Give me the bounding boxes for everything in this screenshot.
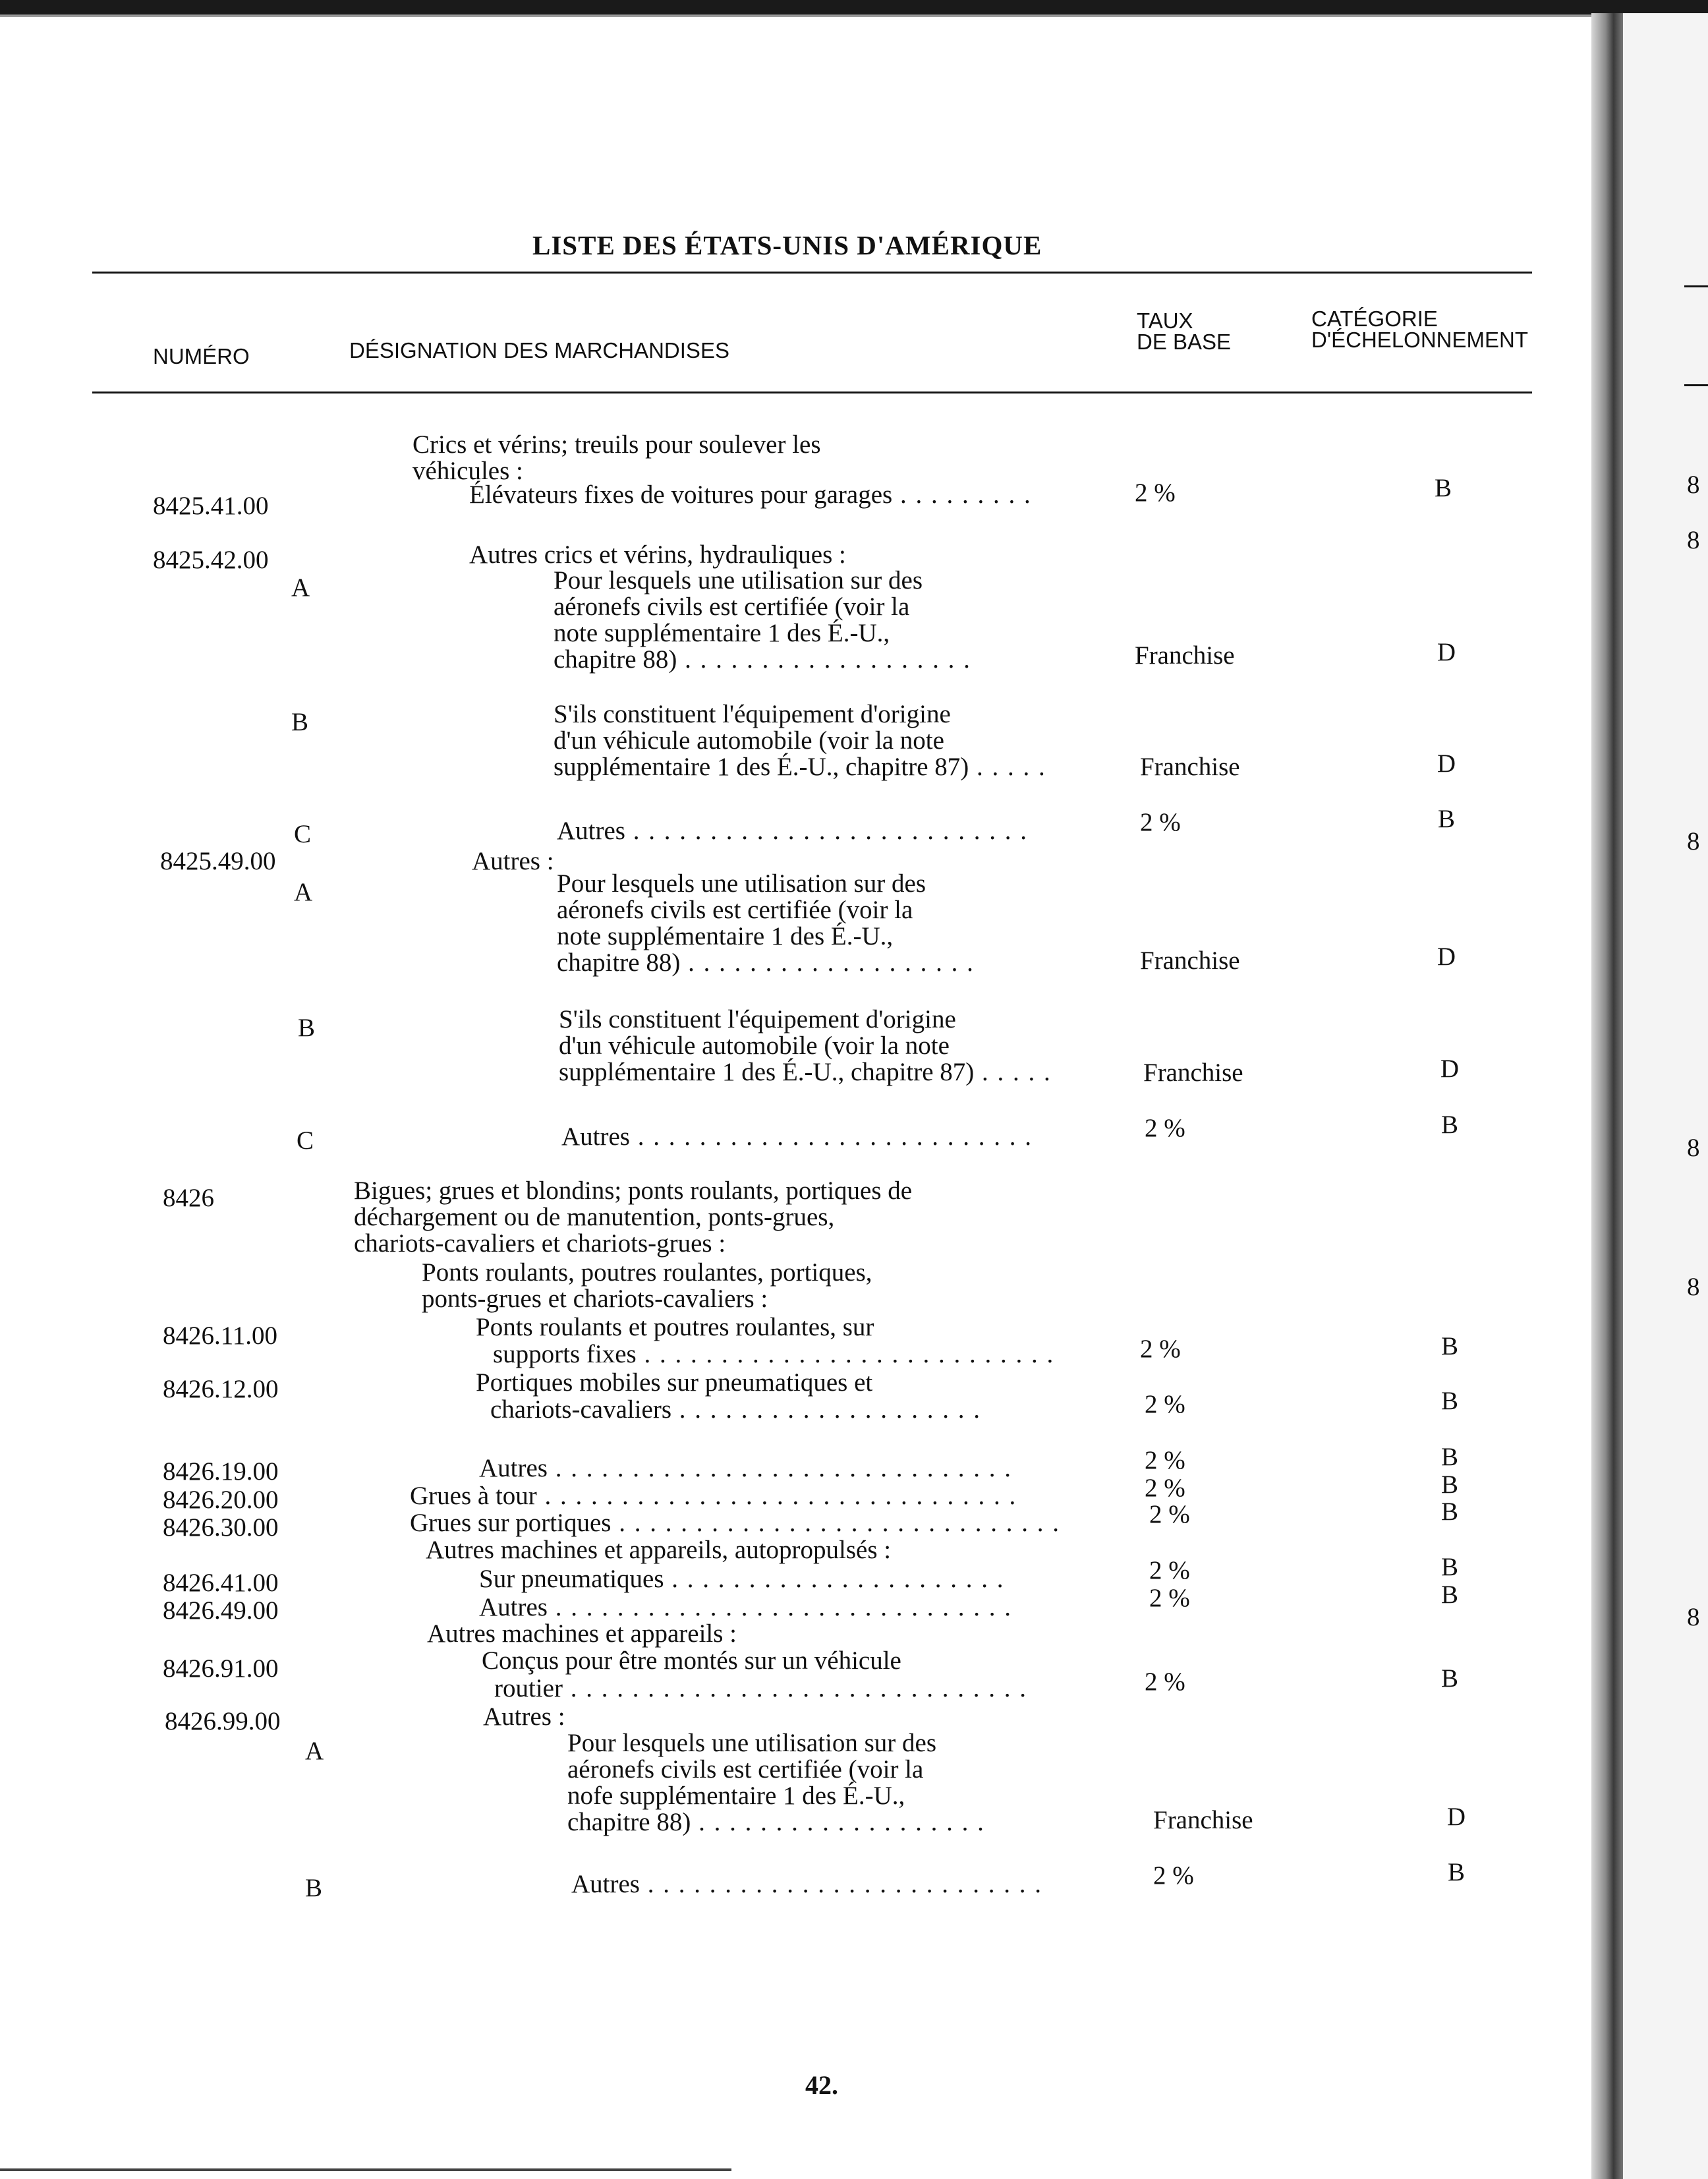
heading-text: Bigues; grues et blondins; ponts roulants, portiques de [354, 1177, 913, 1205]
tariff-number: 8426.20.00 [163, 1486, 279, 1514]
facing-page-fragment: 8 [1687, 827, 1700, 856]
staging-category: B [1440, 1111, 1458, 1139]
item-text [557, 817, 1028, 845]
item-text: Portiques mobiles sur pneumatiques et [476, 1368, 873, 1397]
item-text-label: Grues sur portiques [410, 1509, 612, 1537]
facing-page-fragment: 8 [1687, 471, 1700, 499]
header-rate-line1: TAUX [1137, 308, 1193, 333]
tariff-number: 8426.91.00 [163, 1654, 279, 1683]
staging-category: B [1440, 1664, 1458, 1693]
sub-item-letter: B [291, 708, 309, 736]
leader-dots: . . . . . [969, 753, 1046, 781]
leader-dots: . . . . . . . . . . . . . . . . . . . . . . . . . . [639, 1870, 1042, 1898]
staging-category: D [1446, 1803, 1466, 1831]
item-text: Pour lesquels une utilisation sur des [557, 869, 926, 898]
sub-item-letter: A [294, 878, 313, 906]
item-text [494, 1675, 1027, 1702]
header-category-line1: CATÉGORIE [1311, 306, 1438, 331]
item-text: Pour lesquels une utilisation sur des [554, 566, 923, 595]
item-text [571, 1871, 1042, 1898]
item-text: nofe supplémentaire 1 des É.-U., [567, 1782, 905, 1810]
leader-dots: . . . . . . . . . . . . . . . . . . . . [671, 1395, 982, 1424]
item-text-label: chapitre 88) [557, 948, 681, 977]
item-text: note supplémentaire 1 des É.-U., [554, 619, 890, 647]
base-rate: 2 % [1140, 1335, 1181, 1363]
scan-top-border-shadow [0, 15, 1708, 17]
heading-text: déchargement ou de manutention, ponts-grues, [354, 1203, 835, 1231]
heading-text: véhicules : [413, 457, 523, 485]
heading-text: Autres machines et appareils : [427, 1619, 737, 1648]
item-text-label: supplémentaire 1 des É.-U., chapitre 87) [554, 753, 969, 781]
facing-page-fragment: 8 [1687, 1273, 1700, 1301]
item-text [554, 753, 1046, 781]
header-number: NUMÉRO [153, 344, 250, 368]
staging-category: B [1440, 1470, 1458, 1499]
item-text-label: supplémentaire 1 des É.-U., chapitre 87) [559, 1058, 975, 1086]
item-text-label: Grues à tour [410, 1482, 537, 1510]
tariff-number: 8425.42.00 [153, 546, 269, 574]
facing-page-fragment: 8 [1687, 1134, 1700, 1162]
staging-category: D [1437, 943, 1456, 971]
item-text [554, 646, 971, 674]
base-rate: 2 % [1145, 1390, 1185, 1418]
header-top-rule [92, 272, 1532, 274]
staging-category: B [1447, 1858, 1465, 1886]
sub-item-letter: B [298, 1014, 316, 1042]
item-text: Pour lesquels une utilisation sur des [567, 1729, 937, 1757]
sub-item-letter: B [305, 1874, 323, 1902]
heading-text: Autres : [472, 847, 554, 875]
staging-category: B [1440, 1443, 1458, 1471]
base-rate: Franchise [1135, 641, 1235, 670]
item-text [567, 1809, 985, 1836]
base-rate: 2 % [1149, 1556, 1190, 1584]
heading-text: chariots-cavaliers et chariots-grues : [354, 1229, 726, 1258]
item-text-label: Autres [561, 1122, 630, 1151]
item-text: aéronefs civils est certifiée (voir la [567, 1755, 924, 1784]
item-text [559, 1059, 1052, 1086]
item-text-label: Élévateurs fixes de voitures pour garages [469, 480, 893, 509]
heading-text: Autres crics et vérins, hydrauliques : [469, 540, 846, 569]
item-text [493, 1341, 1054, 1368]
item-text [410, 1509, 1060, 1537]
item-text [479, 1565, 1005, 1593]
item-text: note supplémentaire 1 des É.-U., [557, 922, 894, 950]
leader-dots: . . . . . . . . . . . . . . . . . . . [680, 948, 975, 977]
leader-dots: . . . . . . . . . . . . . . . . . . . . . . . . . . . . . . [562, 1674, 1027, 1702]
sub-item-letter: A [305, 1737, 324, 1765]
staging-category: B [1440, 1497, 1458, 1526]
item-text-label: Autres [557, 817, 625, 845]
base-rate: Franchise [1143, 1059, 1243, 1087]
heading-text: Autres machines et appareils, autopropulsés : [426, 1536, 892, 1564]
staging-category: B [1440, 1553, 1458, 1581]
leader-dots: . . . . . . . . . [892, 480, 1032, 509]
page-number: 42. [805, 2070, 838, 2100]
header-designation: DÉSIGNATION DES MARCHANDISES [349, 338, 729, 363]
scan-top-border [0, 0, 1708, 15]
staging-category: B [1440, 1332, 1458, 1360]
leader-dots: . . . . . . . . . . . . . . . . . . . [677, 645, 971, 674]
sub-item-letter: C [297, 1126, 314, 1155]
tariff-number: 8426.99.00 [165, 1707, 281, 1735]
facing-page-edge [1623, 13, 1708, 2179]
staging-category: D [1440, 1055, 1460, 1083]
heading-text: Autres : [483, 1702, 565, 1731]
heading-text: Ponts roulants, poutres roulantes, portiques, [422, 1258, 872, 1287]
item-text-label: routier [494, 1674, 563, 1702]
heading-text: ponts-grues et chariots-cavaliers : [422, 1285, 768, 1313]
scan-bottom-border [0, 2168, 731, 2171]
item-text-label: supports fixes [493, 1340, 637, 1368]
base-rate: Franchise [1140, 946, 1240, 975]
facing-page-rule [1684, 285, 1708, 287]
item-text [469, 481, 1032, 509]
leader-dots: . . . . . . . . . . . . . . . . . . . . . . . . . . . . . [611, 1509, 1060, 1537]
staging-category: D [1437, 638, 1456, 666]
leader-dots: . . . . . . . . . . . . . . . . . . . . . . . . . . . . . . [547, 1593, 1012, 1621]
leader-dots: . . . . . . . . . . . . . . . . . . . [691, 1808, 985, 1836]
leader-dots: . . . . . . . . . . . . . . . . . . . . . . [664, 1565, 1005, 1593]
facing-page-fragment: 8 [1687, 526, 1700, 554]
tariff-number: 8426.11.00 [163, 1322, 278, 1350]
tariff-number: 8425.49.00 [160, 847, 276, 875]
book-spine-shadow [1591, 13, 1623, 2179]
staging-category: B [1434, 474, 1452, 502]
item-text [479, 1455, 1012, 1482]
leader-dots: . . . . . [974, 1058, 1052, 1086]
base-rate: 2 % [1145, 1668, 1185, 1696]
item-text [561, 1123, 1033, 1151]
item-text-label: Autres [479, 1454, 548, 1482]
item-text: Ponts roulants et poutres roulantes, sur [476, 1313, 874, 1341]
tariff-number: 8425.41.00 [153, 492, 269, 520]
item-text: S'ils constituent l'équipement d'origine [559, 1005, 956, 1033]
tariff-number: 8426.49.00 [163, 1596, 279, 1625]
leader-dots: . . . . . . . . . . . . . . . . . . . . . . . . . . [629, 1122, 1033, 1151]
heading-text: Crics et vérins; treuils pour soulever les [413, 430, 821, 459]
facing-page-rule [1684, 384, 1708, 386]
staging-category: B [1437, 805, 1455, 833]
item-text [410, 1482, 1017, 1510]
tariff-number: 8426 [163, 1184, 214, 1212]
leader-dots: . . . . . . . . . . . . . . . . . . . . . . . . . . [625, 817, 1028, 845]
item-text [479, 1594, 1012, 1621]
sub-item-letter: A [291, 573, 310, 602]
header-bottom-rule [92, 392, 1532, 393]
base-rate: Franchise [1140, 753, 1240, 781]
tariff-number: 8426.12.00 [163, 1375, 279, 1403]
base-rate: Franchise [1153, 1806, 1253, 1834]
leader-dots: . . . . . . . . . . . . . . . . . . . . . . . . . . . . . . [547, 1454, 1012, 1482]
item-text-label: chapitre 88) [567, 1808, 691, 1836]
item-text [557, 949, 975, 977]
header-category-line2: D'ÉCHELONNEMENT [1311, 328, 1529, 352]
page-title: LISTE DES ÉTATS-UNIS D'AMÉRIQUE [532, 230, 1042, 260]
base-rate: 2 % [1145, 1114, 1185, 1142]
item-text-label: chariots-cavaliers [490, 1395, 672, 1424]
item-text: aéronefs civils est certifiée (voir la [557, 896, 913, 924]
header-rate-line2: DE BASE [1137, 330, 1232, 354]
sub-item-letter: C [294, 820, 312, 848]
facing-page-fragment: 8 [1687, 1603, 1700, 1631]
base-rate: 2 % [1145, 1446, 1185, 1474]
item-text-label: Sur pneumatiques [479, 1565, 664, 1593]
base-rate: 2 % [1153, 1861, 1194, 1890]
tariff-number: 8426.30.00 [163, 1513, 279, 1542]
item-text: S'ils constituent l'équipement d'origine [554, 700, 951, 728]
item-text [490, 1396, 981, 1424]
staging-category: B [1440, 1387, 1458, 1415]
item-text: aéronefs civils est certifiée (voir la [554, 593, 910, 621]
item-text: d'un véhicule automobile (voir la note [554, 726, 944, 755]
base-rate: 2 % [1149, 1584, 1190, 1612]
leader-dots: . . . . . . . . . . . . . . . . . . . . . . . . . . . . . . . [536, 1482, 1017, 1510]
item-text: d'un véhicule automobile (voir la note [559, 1031, 950, 1060]
staging-category: D [1437, 749, 1456, 778]
base-rate: 2 % [1149, 1500, 1190, 1528]
base-rate: 2 % [1145, 1474, 1185, 1502]
item-text-label: chapitre 88) [554, 645, 677, 674]
base-rate: 2 % [1140, 808, 1181, 836]
item-text-label: Autres [479, 1593, 548, 1621]
item-text: Conçus pour être montés sur un véhicule [482, 1646, 901, 1675]
staging-category: B [1440, 1581, 1458, 1609]
tariff-number: 8426.41.00 [163, 1569, 279, 1597]
tariff-number: 8426.19.00 [163, 1457, 279, 1486]
item-text-label: Autres [571, 1870, 640, 1898]
leader-dots: . . . . . . . . . . . . . . . . . . . . . . . . . . . [636, 1340, 1055, 1368]
base-rate: 2 % [1135, 479, 1176, 507]
